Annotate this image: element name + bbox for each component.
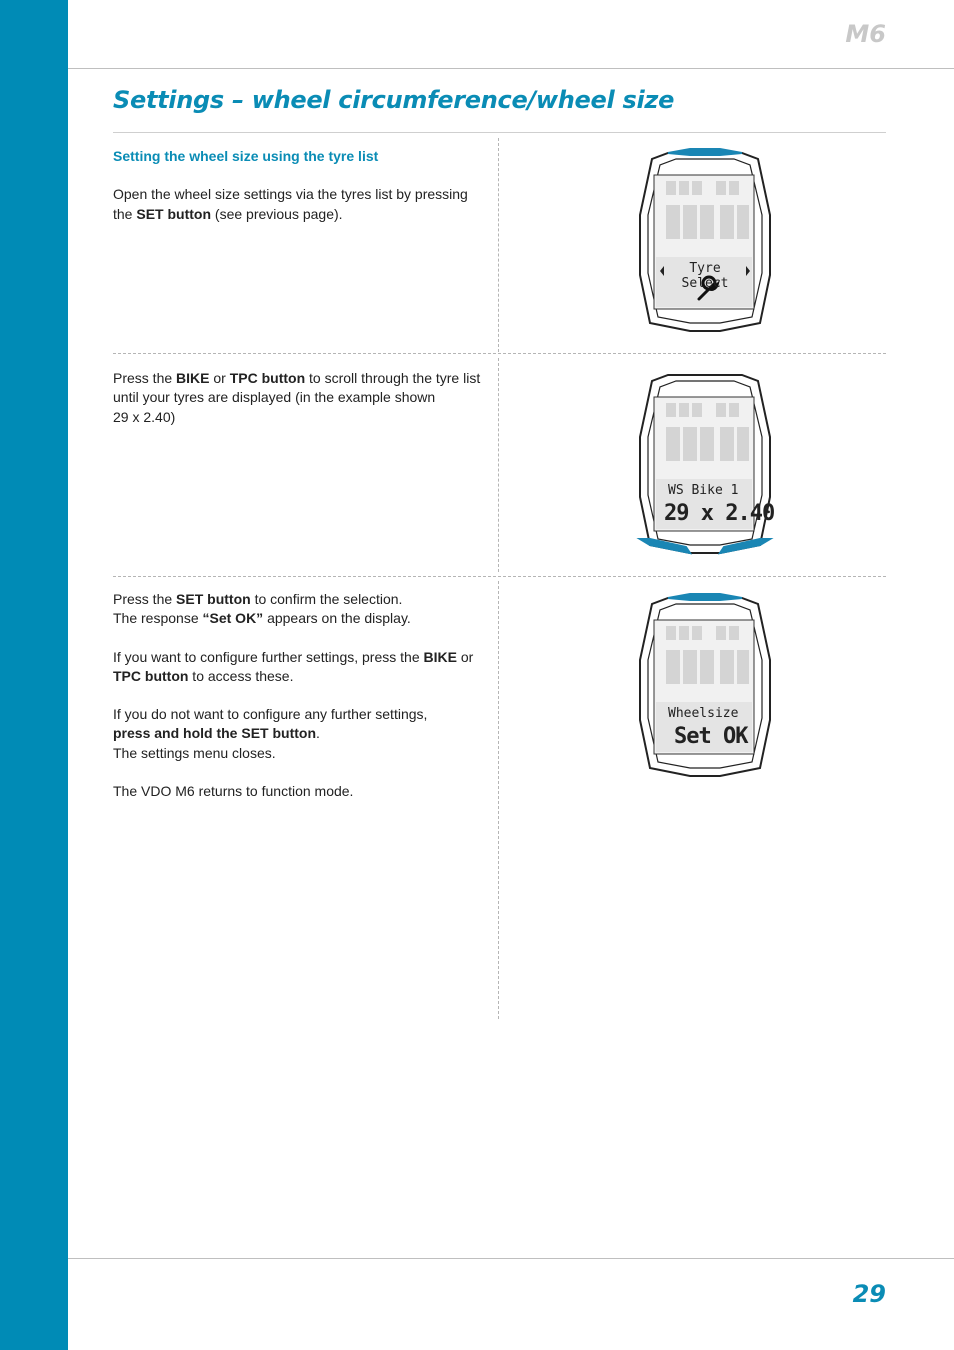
text-run: (see previous page). [211, 205, 343, 222]
step-1-paragraph [113, 185, 483, 224]
text-run: Press the [113, 370, 177, 386]
step-3-paragraph-2 [113, 648, 483, 687]
step-1-text [113, 147, 483, 224]
cycle-computer-icon [620, 590, 790, 780]
text-bold: TPC button [229, 370, 306, 386]
text-run: If you do not want to configure any further settings, [113, 706, 428, 723]
text-run: Press the [113, 591, 177, 607]
step-3-paragraph-4: The VDO M6 returns to function mode. [113, 783, 354, 800]
step-3-paragraph-3 [113, 705, 483, 763]
lcd-line-1: WS Bike 1 [668, 483, 739, 498]
text-run: to scroll through the tyre list until your tyres are displayed (in the example shown [113, 370, 481, 406]
text-run: The response [113, 610, 203, 627]
step-2-text [113, 369, 483, 427]
header-rule [68, 68, 954, 69]
section-divider [113, 576, 886, 577]
text-run: to confirm the selection. [250, 591, 403, 607]
text-bold: SET button [176, 591, 251, 607]
text-bold: SET button [136, 205, 212, 222]
page-title: Settings – wheel circumference/wheel size [113, 86, 675, 114]
cycle-computer-icon [620, 145, 790, 335]
lcd-line-2: 29 x 2.40 [664, 501, 775, 526]
text-bold: BIKE [176, 370, 210, 386]
title-rule [113, 132, 886, 133]
text-bold: TPC button [113, 667, 189, 684]
device-illustration-2 [620, 367, 790, 557]
text-run: 29 x 2.40) [113, 408, 176, 425]
text-bold: “Set OK” [202, 610, 264, 627]
footer-rule [68, 1258, 954, 1259]
device-illustration-1 [620, 145, 790, 335]
column-divider [498, 138, 499, 352]
step-3-text [113, 590, 483, 801]
text-bold: BIKE [423, 648, 457, 665]
lcd-line-2: Set OK [674, 724, 748, 749]
text-run: The settings menu closes. [113, 744, 276, 761]
step-3-paragraph-1 [113, 590, 483, 629]
text-run: or [209, 370, 230, 386]
column-divider [498, 581, 499, 1019]
step-2-paragraph [113, 369, 483, 427]
page-number: 29 [852, 1280, 886, 1308]
lcd-line-1: Wheelsize [668, 706, 739, 721]
text-run: . [316, 725, 320, 742]
text-run: to access these. [188, 667, 294, 684]
cycle-computer-icon [620, 367, 790, 557]
text-run: If you want to configure further settings, press the [113, 648, 424, 665]
text-run: or [456, 648, 474, 665]
text-run: Open the wheel size settings via the tyres list by pressing the [113, 186, 468, 222]
model-label: M6 [845, 20, 886, 48]
step-subheading: Setting the wheel size using the tyre list [113, 148, 379, 164]
lcd-line-1: Tyre Select [681, 261, 729, 291]
device-illustration-3 [620, 590, 790, 780]
text-bold: press and hold the SET button [113, 725, 316, 742]
text-run: appears on the display. [263, 610, 411, 627]
side-color-band [0, 0, 68, 1350]
section-divider [113, 353, 886, 354]
column-divider [498, 358, 499, 572]
